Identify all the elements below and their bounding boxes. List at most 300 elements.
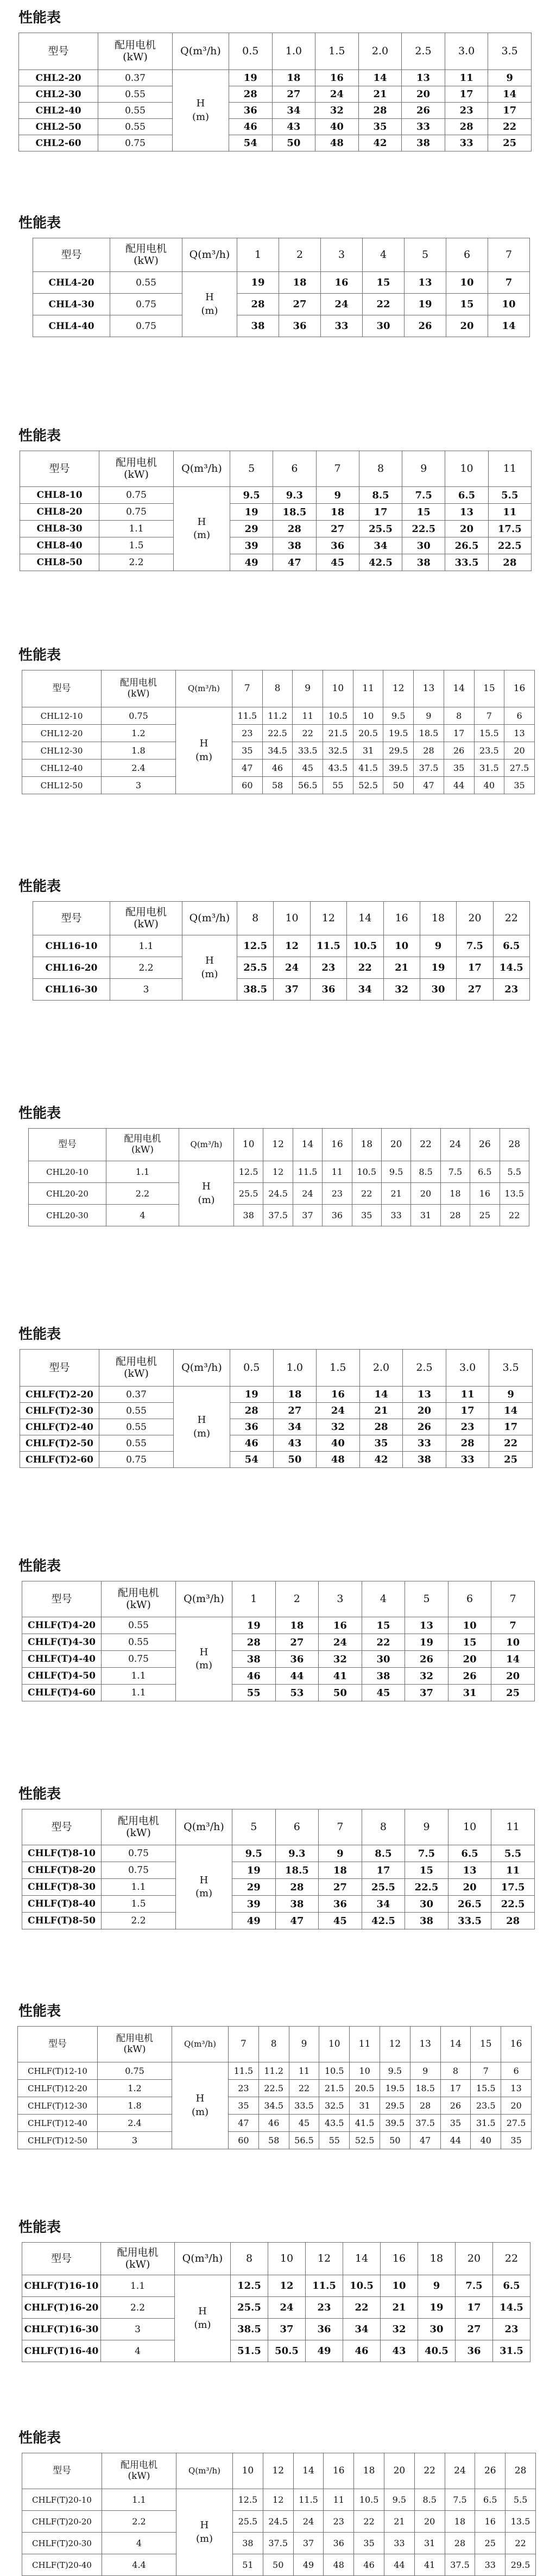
head-label: H	[200, 2520, 209, 2531]
head-value-cell: 52.5	[350, 2132, 380, 2149]
head-value-cell: 40.5	[418, 2340, 456, 2362]
head-value-cell: 40	[317, 1435, 360, 1452]
flow-value-header: 3.5	[489, 1350, 533, 1387]
head-value-cell: 37.5	[410, 2115, 440, 2132]
head-value-cell: 19	[230, 504, 273, 521]
head-value-cell: 37	[268, 2319, 306, 2340]
power-cell: 0.55	[99, 1435, 174, 1452]
head-value-cell: 33	[381, 1205, 410, 1226]
head-value-cell: 22.5	[405, 1879, 448, 1896]
power-cell: 0.55	[99, 1403, 174, 1419]
head-value-cell: 19	[418, 2297, 456, 2319]
head-label: H	[205, 292, 214, 303]
power-header	[110, 238, 182, 272]
head-value-cell: 18	[445, 2511, 475, 2533]
table-row	[22, 1634, 535, 1651]
flow-value-header: 3	[321, 238, 363, 272]
head-value-cell: 30	[363, 315, 405, 337]
flow-value-header: 16	[501, 2027, 532, 2062]
flow-value-header: 1.5	[317, 1350, 360, 1387]
head-value-cell: 18.5	[273, 504, 316, 521]
head-value-cell: 14	[359, 1387, 403, 1403]
head-value-cell: 30	[418, 2319, 456, 2340]
power-header-unit: (kW)	[124, 1367, 149, 1379]
head-value-cell: 30	[402, 537, 445, 554]
head-value-cell: 23.5	[471, 2097, 501, 2115]
head-value-cell: 28	[488, 554, 531, 571]
table-row	[22, 1896, 535, 1913]
flow-header: Q(m³/h)	[182, 902, 237, 935]
head-unit: (m)	[195, 1660, 213, 1671]
power-header-label: 配用电机	[115, 456, 157, 469]
head-value-cell: 9	[414, 707, 444, 725]
head-value-cell: 10	[448, 1617, 491, 1634]
head-value-cell: 35	[229, 2097, 259, 2115]
model-header: 型号	[22, 1809, 102, 1845]
head-value-cell: 22	[289, 2080, 319, 2097]
head-value-cell: 12.5	[237, 935, 274, 957]
power-header-label: 配用电机	[115, 1355, 157, 1368]
head-value-cell: 35	[440, 2115, 471, 2132]
performance-table	[20, 1349, 533, 1468]
head-value-cell: 25.5	[237, 957, 274, 979]
head-value-cell: 9	[316, 487, 359, 504]
power-header	[102, 1809, 176, 1845]
head-value-cell: 21	[359, 1403, 403, 1419]
section-title: 性能表	[18, 647, 61, 663]
head-value-cell: 9.5	[380, 2062, 410, 2080]
head-value-cell: 48	[324, 2554, 354, 2576]
head-label: H	[196, 98, 205, 110]
head-value-cell: 23	[323, 1183, 352, 1205]
head-value-cell: 11.5	[293, 2489, 324, 2511]
flow-value-header: 2	[275, 1581, 319, 1617]
flow-value-header: 16	[381, 2243, 418, 2275]
head-value-cell: 20	[445, 521, 488, 537]
flow-value-header: 22	[493, 902, 529, 935]
head-value-cell: 32	[383, 979, 420, 1001]
table-row	[22, 2297, 530, 2319]
head-value-cell: 35	[354, 2533, 384, 2554]
head-unit: (m)	[195, 751, 213, 763]
head-value-cell: 36	[310, 979, 346, 1001]
power-cell: 2.2	[110, 957, 182, 979]
power-cell: 1.1	[102, 1685, 176, 1701]
head-value-cell: 12	[268, 2275, 306, 2297]
head-value-cell: 39.5	[383, 759, 414, 777]
flow-value-header: 14	[347, 902, 383, 935]
head-value-cell: 32	[405, 1668, 448, 1685]
head-value-cell: 15	[446, 294, 488, 315]
power-header	[110, 902, 182, 935]
head-value-cell: 33	[475, 2554, 506, 2576]
flow-value-header: 16	[504, 670, 535, 707]
flow-value-header: 20	[381, 1129, 410, 1161]
table-row	[22, 1617, 535, 1634]
power-cell: 4	[102, 2533, 176, 2554]
table-row	[19, 86, 532, 103]
head-value-cell: 10	[446, 272, 488, 294]
head-value-cell: 17	[446, 1403, 489, 1419]
flow-header: Q(m³/h)	[176, 1809, 232, 1845]
power-cell: 1.1	[110, 935, 182, 957]
head-value-cell: 31.5	[474, 759, 504, 777]
head-value-cell: 50	[319, 1685, 362, 1701]
head-value-cell: 6.5	[475, 2489, 506, 2511]
head-value-cell: 21	[381, 1183, 410, 1205]
table-row	[20, 1435, 533, 1452]
head-label-cell	[176, 707, 232, 794]
head-value-cell: 32	[319, 1651, 362, 1668]
head-value-cell: 55	[319, 2132, 350, 2149]
head-value-cell: 58	[262, 777, 293, 794]
head-value-cell: 28	[232, 1634, 276, 1651]
head-value-cell: 46	[343, 2340, 381, 2362]
head-value-cell: 38	[402, 554, 445, 571]
head-value-cell: 22	[362, 1634, 405, 1651]
head-value-cell: 39	[230, 537, 273, 554]
head-value-cell: 38	[403, 1452, 446, 1468]
model-cell: CHL2-60	[19, 135, 98, 151]
head-value-cell: 60	[232, 777, 263, 794]
flow-value-header: 11	[488, 451, 531, 487]
head-value-cell: 13	[448, 1862, 491, 1879]
head-value-cell: 23	[306, 2297, 343, 2319]
model-cell: CHLF(T)16-20	[22, 2297, 101, 2319]
head-label: H	[197, 1414, 206, 1426]
head-value-cell: 10.5	[319, 2062, 350, 2080]
head-value-cell: 6.5	[448, 1845, 491, 1862]
table-row	[22, 1668, 535, 1685]
head-value-cell: 32	[381, 2319, 418, 2340]
head-value-cell: 41	[414, 2554, 445, 2576]
table-row	[33, 979, 530, 1001]
header-row	[20, 451, 532, 487]
flow-value-header: 16	[324, 2453, 354, 2489]
model-cell: CHLF(T)20-20	[22, 2511, 102, 2533]
table-row	[20, 537, 532, 554]
head-value-cell: 15	[363, 272, 405, 294]
flow-value-header: 24	[440, 1129, 470, 1161]
power-header-label: 配用电机	[125, 906, 167, 918]
table-row	[20, 554, 532, 571]
head-value-cell: 33	[402, 119, 445, 135]
power-header-label: 配用电机	[117, 1586, 159, 1599]
flow-value-header: 12	[306, 2243, 343, 2275]
performance-table	[22, 670, 535, 794]
power-cell: 0.75	[99, 487, 174, 504]
power-cell: 0.55	[99, 1419, 174, 1435]
head-value-cell: 6.5	[493, 935, 529, 957]
power-header	[99, 451, 174, 487]
head-value-cell: 27	[279, 294, 321, 315]
flow-value-header: 9	[293, 670, 323, 707]
head-value-cell: 44	[444, 777, 474, 794]
head-value-cell: 45	[289, 2115, 319, 2132]
head-value-cell: 28	[414, 742, 444, 759]
head-value-cell: 31	[350, 2097, 380, 2115]
model-header: 型号	[33, 902, 110, 935]
flow-value-header: 18	[420, 902, 456, 935]
head-value-cell: 50	[273, 1452, 317, 1468]
head-value-cell: 15	[402, 504, 445, 521]
head-unit: (m)	[194, 2319, 211, 2331]
power-cell: 4.4	[102, 2554, 176, 2576]
head-value-cell: 24	[321, 294, 363, 315]
head-value-cell: 7.5	[405, 1845, 448, 1862]
power-cell: 1.5	[102, 1896, 176, 1913]
head-value-cell: 48	[317, 1452, 360, 1468]
power-cell: 0.55	[102, 1617, 176, 1634]
model-cell: CHL2-40	[19, 103, 98, 119]
power-header-label: 配用电机	[114, 39, 156, 51]
head-value-cell: 53	[275, 1685, 319, 1701]
power-cell: 1.1	[99, 521, 174, 537]
model-cell: CHL8-30	[20, 521, 99, 537]
flow-value-header: 8	[359, 451, 402, 487]
head-value-cell: 12	[263, 2489, 293, 2511]
power-header	[98, 2027, 172, 2062]
flow-value-header: 26	[475, 2453, 506, 2489]
model-cell: CHLF(T)16-10	[22, 2275, 101, 2297]
head-value-cell: 13	[445, 504, 488, 521]
head-value-cell: 41.5	[350, 2115, 380, 2132]
head-value-cell: 18	[279, 272, 321, 294]
section-title: 性能表	[18, 1105, 61, 1122]
table-row	[20, 1387, 533, 1403]
head-value-cell: 9.3	[275, 1845, 319, 1862]
power-header-label: 配用电机	[125, 242, 167, 255]
head-value-cell: 51	[233, 2554, 263, 2576]
header-row	[20, 1350, 533, 1387]
head-value-cell: 38.5	[237, 979, 274, 1001]
power-cell: 0.75	[102, 1845, 176, 1862]
head-unit: (m)	[193, 529, 211, 541]
head-value-cell: 27	[275, 1634, 319, 1651]
head-value-cell: 46	[262, 759, 293, 777]
power-cell: 0.75	[102, 1651, 176, 1668]
model-header: 型号	[19, 33, 98, 70]
head-value-cell: 38	[232, 1651, 276, 1668]
model-cell: CHLF(T)8-20	[22, 1862, 102, 1879]
head-value-cell: 7	[471, 2062, 501, 2080]
head-value-cell: 19	[232, 1617, 276, 1634]
header-row	[22, 670, 535, 707]
head-value-cell: 31.5	[471, 2115, 501, 2132]
flow-value-header: 3.5	[488, 33, 532, 70]
head-value-cell: 23	[229, 2080, 259, 2097]
power-cell: 2.2	[102, 2511, 176, 2533]
head-value-cell: 13	[403, 1387, 446, 1403]
table-row	[18, 2062, 532, 2080]
head-value-cell: 46	[258, 2115, 289, 2132]
flow-value-header: 12	[380, 2027, 410, 2062]
head-value-cell: 33	[403, 1435, 446, 1452]
head-value-cell: 20	[402, 86, 445, 103]
head-value-cell: 28	[445, 2533, 475, 2554]
power-header	[102, 1581, 176, 1617]
head-value-cell: 51.5	[231, 2340, 268, 2362]
head-unit: (m)	[192, 111, 210, 123]
flow-value-header: 9	[405, 1809, 448, 1845]
head-value-cell: 37.5	[445, 2554, 475, 2576]
head-value-cell: 18	[272, 70, 315, 86]
head-value-cell: 20	[491, 1668, 535, 1685]
head-value-cell: 31	[414, 2533, 445, 2554]
head-value-cell: 16	[321, 272, 363, 294]
power-cell: 1.2	[102, 725, 176, 742]
power-header-unit: (kW)	[126, 1826, 151, 1839]
head-value-cell: 31	[411, 1205, 440, 1226]
model-cell: CHL20-20	[29, 1183, 106, 1205]
head-value-cell: 21	[381, 2297, 418, 2319]
head-value-cell: 33	[446, 1452, 489, 1468]
head-value-cell: 10.5	[323, 707, 353, 725]
power-cell: 0.75	[102, 707, 176, 725]
head-value-cell: 9.5	[230, 487, 273, 504]
head-value-cell: 33.5	[293, 742, 323, 759]
head-label: H	[197, 516, 206, 528]
head-value-cell: 12.5	[233, 2489, 263, 2511]
flow-value-header: 12	[383, 670, 414, 707]
head-value-cell: 8	[440, 2062, 471, 2080]
head-value-cell: 17	[362, 1862, 405, 1879]
flow-value-header: 8	[231, 2243, 268, 2275]
head-value-cell: 19	[230, 1387, 274, 1403]
head-value-cell: 20	[448, 1651, 491, 1668]
flow-value-header: 13	[414, 670, 444, 707]
power-cell: 1.1	[102, 1879, 176, 1896]
head-value-cell: 5.5	[488, 487, 531, 504]
section-title: 性能表	[18, 1558, 61, 1574]
head-unit: (m)	[195, 2533, 213, 2545]
table-row	[20, 487, 532, 504]
head-value-cell: 14	[489, 1403, 533, 1419]
model-cell: CHLF(T)12-20	[18, 2080, 98, 2097]
section-title: 性能表	[18, 428, 61, 444]
model-cell: CHLF(T)2-30	[20, 1403, 99, 1419]
head-value-cell: 24	[268, 2297, 306, 2319]
flow-value-header: 3.0	[445, 33, 488, 70]
model-cell: CHL12-10	[22, 707, 102, 725]
head-value-cell: 46	[232, 1668, 276, 1685]
flow-value-header: 9	[402, 451, 445, 487]
table-row	[22, 725, 535, 742]
head-value-cell: 9.5	[381, 1161, 410, 1183]
table-row	[20, 504, 532, 521]
flow-value-header: 13	[410, 2027, 440, 2062]
flow-value-header: 22	[493, 2243, 530, 2275]
section-title: 性能表	[18, 1326, 61, 1343]
head-value-cell: 50	[272, 135, 315, 151]
head-value-cell: 14	[491, 1651, 535, 1668]
head-value-cell: 15	[405, 1862, 448, 1879]
header-row	[22, 2453, 536, 2489]
head-value-cell: 18	[319, 1862, 362, 1879]
flow-value-header: 1	[232, 1581, 276, 1617]
head-value-cell: 20	[501, 2097, 532, 2115]
head-value-cell: 20.5	[353, 725, 383, 742]
model-cell: CHLF(T)4-40	[22, 1651, 102, 1668]
head-value-cell: 26	[402, 103, 445, 119]
head-value-cell: 60	[229, 2132, 259, 2149]
head-value-cell: 36	[230, 1419, 274, 1435]
power-cell: 0.55	[98, 119, 173, 135]
head-value-cell: 35	[232, 742, 263, 759]
head-value-cell: 47	[414, 777, 444, 794]
head-value-cell: 7.5	[456, 2275, 493, 2297]
model-header: 型号	[20, 1350, 99, 1387]
head-label: H	[199, 1874, 208, 1886]
model-cell: CHLF(T)8-10	[22, 1845, 102, 1862]
power-header-unit: (kW)	[128, 2470, 150, 2482]
head-value-cell: 22	[347, 957, 383, 979]
model-header: 型号	[18, 2027, 98, 2062]
flow-value-header: 5	[405, 238, 446, 272]
table-row	[22, 2340, 530, 2362]
head-value-cell: 11	[445, 70, 488, 86]
head-value-cell: 11.2	[258, 2062, 289, 2080]
head-value-cell: 29	[232, 1879, 276, 1896]
head-value-cell: 36	[279, 315, 321, 337]
section-title: 性能表	[18, 2003, 61, 2020]
head-value-cell: 55	[323, 777, 353, 794]
flow-header: Q(m³/h)	[176, 1581, 232, 1617]
table-row	[22, 707, 535, 725]
power-header-unit: (kW)	[123, 50, 148, 63]
table-row	[22, 759, 535, 777]
head-value-cell: 47	[229, 2115, 259, 2132]
head-value-cell: 11.5	[232, 707, 263, 725]
head-value-cell: 21	[358, 86, 402, 103]
power-header	[102, 2453, 176, 2489]
head-value-cell: 11	[323, 1161, 352, 1183]
head-value-cell: 42.5	[362, 1913, 405, 1929]
flow-value-header: 2.5	[403, 1350, 446, 1387]
head-value-cell: 12.5	[234, 1161, 263, 1183]
head-value-cell: 33	[445, 135, 488, 151]
head-value-cell: 45	[316, 554, 359, 571]
flow-value-header: 2.0	[359, 1350, 403, 1387]
flow-value-header: 28	[500, 1129, 529, 1161]
head-value-cell: 25.5	[234, 1183, 263, 1205]
head-value-cell: 45	[293, 759, 323, 777]
performance-table	[22, 1809, 535, 1929]
head-value-cell: 42	[359, 1452, 403, 1468]
head-value-cell: 5.5	[491, 1845, 535, 1862]
head-value-cell: 23	[493, 2319, 530, 2340]
power-cell: 0.55	[102, 1634, 176, 1651]
head-value-cell: 33	[384, 2533, 414, 2554]
table-row	[19, 70, 532, 86]
flow-value-header: 6	[275, 1809, 319, 1845]
head-value-cell: 37	[405, 1685, 448, 1701]
flow-value-header: 18	[352, 1129, 381, 1161]
head-value-cell: 10	[350, 2062, 380, 2080]
head-label-cell	[174, 487, 230, 571]
head-value-cell: 7	[474, 707, 504, 725]
model-cell: CHL16-10	[33, 935, 110, 957]
head-value-cell: 44	[275, 1668, 319, 1685]
head-value-cell: 22	[500, 1205, 529, 1226]
head-unit: (m)	[201, 968, 218, 980]
power-cell: 0.75	[110, 294, 182, 315]
head-value-cell: 22.5	[491, 1896, 535, 1913]
model-cell: CHLF(T)8-40	[22, 1896, 102, 1913]
head-label-cell	[174, 1387, 230, 1468]
performance-table	[33, 901, 530, 1001]
head-value-cell: 24	[317, 1403, 360, 1419]
